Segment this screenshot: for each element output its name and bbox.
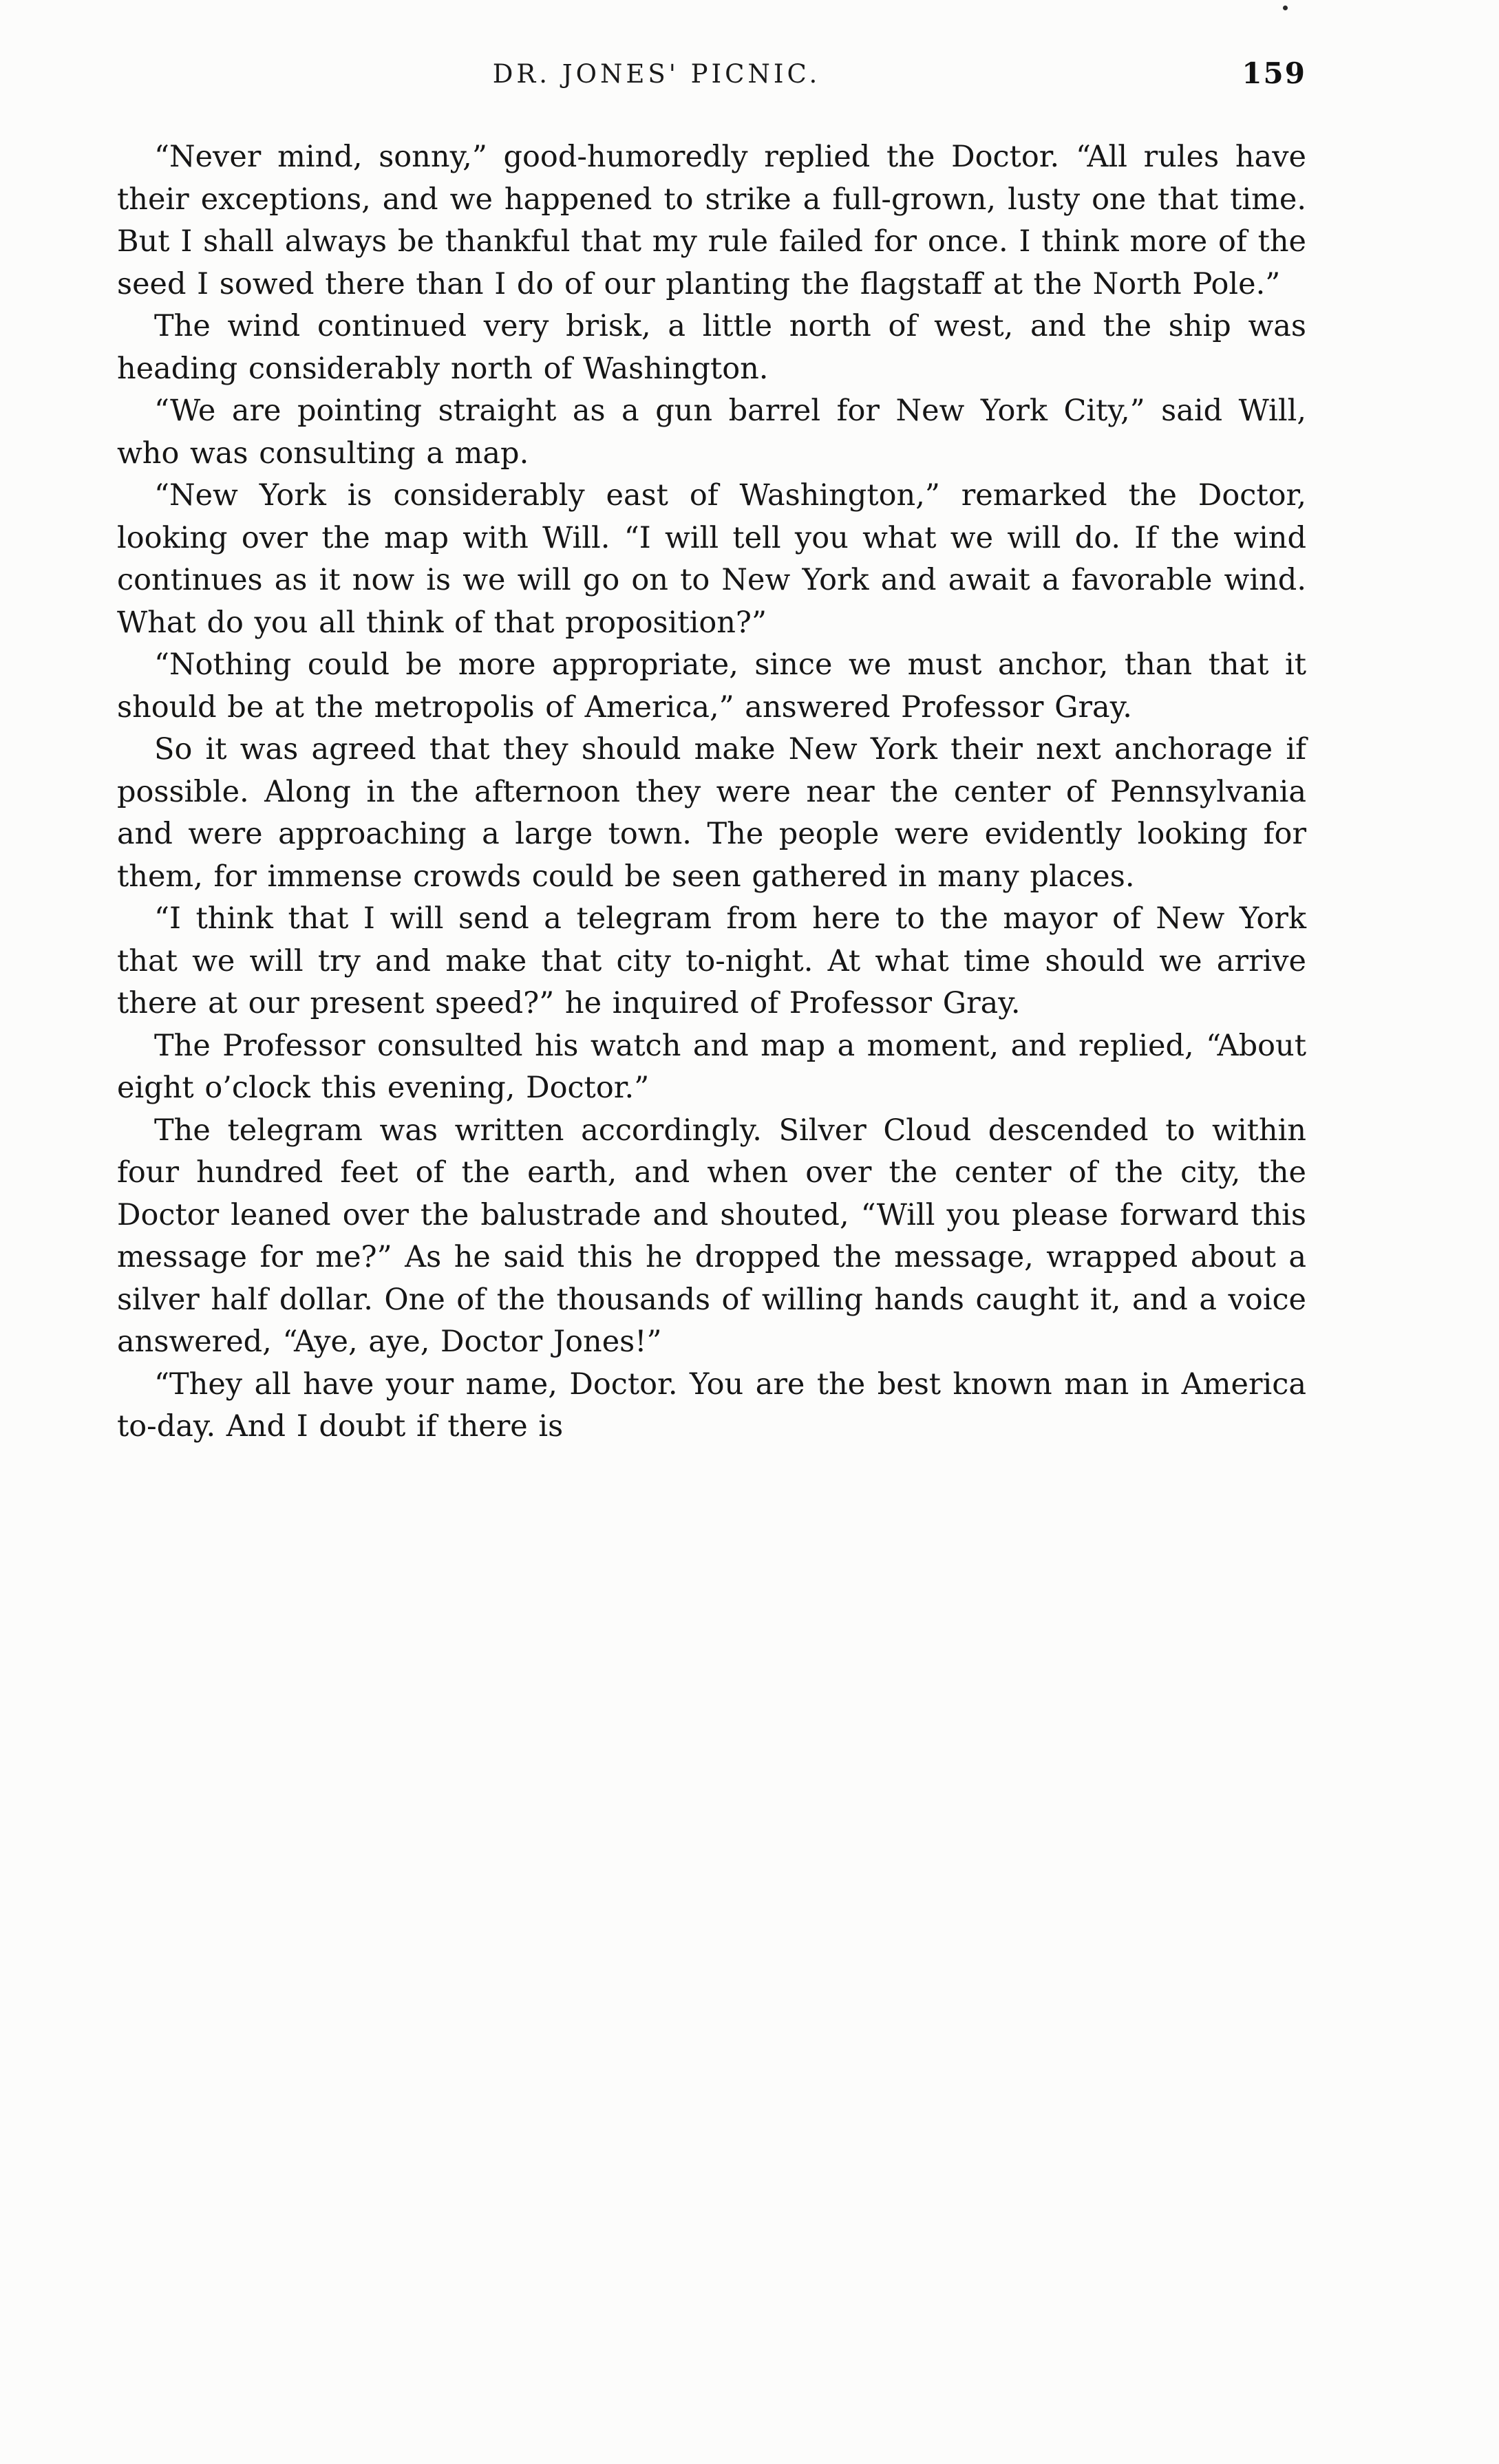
page-header: [117, 56, 1306, 100]
paragraph: “I think that I will send a telegram from here to the mayor of New York that we will try and make that city to-night. At what time should we arrive there at our present speed?” he inquired of Professor Gray.: [117, 901, 1306, 1020]
book-page: [117, 56, 1306, 1448]
running-title: DR. JONES' PICNIC.: [492, 59, 821, 89]
paragraph: The wind continued very brisk, a little north of west, and the ship was heading considerably north of Washington.: [117, 309, 1306, 386]
text-block: [117, 136, 1306, 1448]
page-number: 159: [1242, 56, 1306, 90]
paragraph: “Nothing could be more appropriate, since we must anchor, than that it should be at the metropolis of America,” answered Professor Gray.: [117, 647, 1306, 725]
paragraph: So it was agreed that they should make New York their next anchorage if possible. Along in the afternoon they were near the center of Pennsylvania and were approaching a large town. The people were evidently looking for them, for immense crowds could be seen gathered in many places.: [117, 732, 1306, 894]
paragraph: “New York is considerably east of Washington,” remarked the Doctor, looking over the map with Will. “I will tell you what we will do. If the wind continues as it now is we will go on to New York and await a favorable wind. What do you all think of that proposition?”: [117, 478, 1306, 640]
scan-artifact-dot: [1283, 6, 1288, 10]
paragraph: The telegram was written accordingly. Silver Cloud descended to within four hundred feet of the earth, and when over the center of the city, the Doctor leaned over the balustrade and shouted, “Will you please forward this message for me?” As he said this he dropped the message, wrapped about a silver half dollar. One of the thousands of willing hands caught it, and a voice answered, “Aye, aye, Doctor Jones!”: [117, 1113, 1306, 1359]
paragraph: “We are pointing straight as a gun barrel for New York City,” said Will, who was consulting a map.: [117, 394, 1306, 471]
paragraph: The Professor consulted his watch and map a moment, and replied, “About eight o’clock this evening, Doctor.”: [117, 1028, 1306, 1105]
paragraph: “Never mind, sonny,” good-humoredly replied the Doctor. “All rules have their exceptions, and we happened to strike a full-grown, lusty one that time. But I shall always be thankful that my rule failed for once. I think more of the seed I sowed there than I do of our planting the flagstaff at the North Pole.”: [117, 140, 1306, 301]
paragraph: “They all have your name, Doctor. You are the best known man in America to-day. And I doubt if there is: [117, 1367, 1306, 1444]
